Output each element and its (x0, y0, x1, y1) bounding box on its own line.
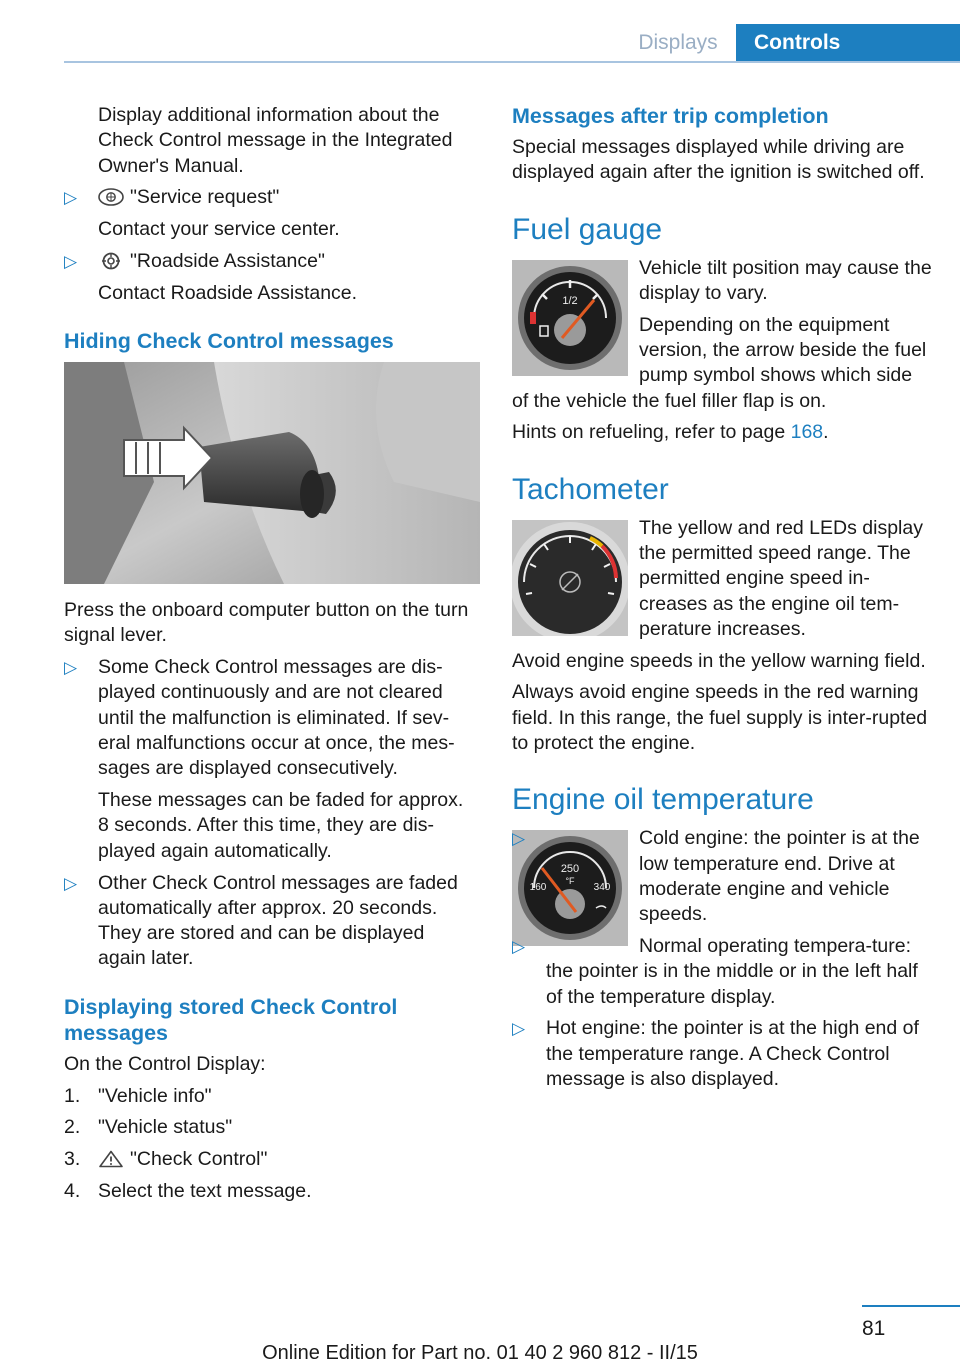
page-link-168[interactable]: 168 (790, 421, 824, 444)
step-number: 4. (64, 1179, 81, 1202)
service-label: "Service request" (130, 186, 280, 209)
bullet-marker-icon: ▷ (512, 1019, 526, 1039)
fuel-hint (512, 420, 932, 445)
trip-text: Special messages displayed while driving are displayed again after the ignition is switched off. (512, 136, 925, 184)
step-text: "Vehicle info" (98, 1084, 212, 1107)
step-text: "Vehicle status" (98, 1116, 233, 1139)
tacho-text-1: The yellow and red LEDs display the permitted speed range. The permitted engine speed in‐creases as the engine oil tem‐perature increases. (639, 516, 923, 640)
stored-heading: Displaying stored Check Control messages (64, 994, 398, 1045)
list-item-continuous (64, 655, 474, 864)
left-column (64, 103, 474, 1211)
list-item-cold (512, 826, 932, 927)
hot-text: Hot engine: the pointer is at the high end of the temperature range. A Check Control message is also displayed. (546, 1017, 919, 1091)
warning-triangle-icon (98, 1150, 124, 1168)
fuel-hint-suffix: . (823, 421, 829, 444)
step-item (64, 1084, 474, 1109)
bullet-marker-icon: ▷ (64, 188, 78, 208)
edition-footer: Online Edition for Part no. 01 40 2 960 812 - II/15 (262, 1342, 698, 1364)
oil-gauge-unit-label: °F (565, 876, 575, 887)
step-item (64, 1115, 474, 1140)
continuous-text: Some Check Control messages are dis‐played continuously and are not cleared until the malfunction is eliminated. If sev‐eral malfunctions occur at once, the mes‐sages are displayed consecutively. (98, 656, 455, 780)
faded-text: These messages can be faded for approx. 8 seconds. After this time, they are dis‐played again automatically. (98, 789, 464, 862)
step-number: 2. (64, 1116, 81, 1139)
hiding-text: Press the onboard computer button on the turn signal lever. (64, 599, 469, 647)
tacho-section (512, 516, 932, 649)
page-number: 81 (862, 1317, 886, 1340)
footer-rule (862, 1305, 960, 1307)
hiding-heading: Hiding Check Control messages (64, 329, 394, 354)
bullet-marker-icon: ▷ (512, 937, 526, 957)
fuel-section (512, 256, 932, 421)
oil-gauge-mid-label: 250 (560, 863, 580, 876)
step-number: 1. (64, 1084, 81, 1107)
step-item (64, 1179, 474, 1204)
tacho-heading: Tachometer (512, 472, 669, 506)
tachometer-illustration (512, 520, 628, 636)
bullet-marker-icon: ▷ (64, 251, 78, 271)
bmw-service-icon (98, 188, 124, 206)
oil-gauge-low-label: 160 (529, 882, 547, 894)
roadside-line (98, 249, 474, 274)
list-item-hot (512, 1016, 932, 1092)
header-rule (64, 61, 960, 63)
tacho-text-2: Avoid engine speeds in the yellow warning field. (512, 649, 926, 672)
tacho-text-3: Always avoid engine speeds in the red warning field. In this range, the fuel supply is inter‐rupted to protect the engine. (512, 681, 928, 755)
service-line (98, 185, 474, 210)
roadside-text: Contact Roadside Assistance. (98, 281, 358, 304)
list-item-normal (512, 934, 932, 1010)
normal-text: Normal operating tempera‐ture: the pointer is in the middle or in the left half of the temperature display. (546, 935, 918, 1008)
roadside-assistance-icon (98, 252, 124, 270)
header-tab-controls: Controls (736, 24, 960, 61)
bullet-marker-icon: ▷ (64, 658, 78, 678)
right-column (512, 103, 932, 1099)
fuel-gauge-illustration (512, 260, 628, 376)
service-text: Contact your service center. (98, 218, 340, 241)
oil-heading: Engine oil temperature (512, 783, 814, 817)
oil-gauge-high-label: 340 (593, 882, 611, 894)
fuel-heading: Fuel gauge (512, 212, 663, 246)
step-line (98, 1147, 474, 1172)
step-item (64, 1147, 474, 1172)
intro-text: Display additional information about the Check Control message in the Integrated Owner's Manual. (98, 104, 453, 177)
turn-signal-lever-illustration (64, 362, 480, 584)
oil-section (512, 826, 932, 1016)
step-text: "Check Control" (130, 1148, 268, 1171)
list-item-service (64, 185, 474, 242)
list-item-auto-faded (64, 871, 474, 972)
fuel-text-2: Depending on the equipment version, the arrow beside the fuel pump symbol shows which side of the vehicle the fuel filler flap is on. (512, 313, 927, 412)
auto-faded-text: Other Check Control messages are faded automatically after approx. 20 seconds. They are stored and can be displayed again later. (98, 871, 458, 970)
fuel-hint-prefix: Hints on refueling, refer to page (512, 421, 791, 444)
fuel-text-1: Vehicle tilt position may cause the display to vary. (639, 256, 932, 304)
list-item-roadside (64, 249, 474, 306)
trip-heading: Messages after trip completion (512, 104, 829, 128)
bullet-marker-icon: ▷ (64, 873, 78, 893)
roadside-label: "Roadside Assistance" (130, 249, 325, 272)
step-number: 3. (64, 1148, 81, 1171)
fuel-gauge-half-label: 1/2 (562, 294, 578, 307)
header-tab-displays: Displays (638, 31, 718, 54)
step-text: Select the text message. (98, 1179, 312, 1202)
cold-text: Cold engine: the pointer is at the low temperature end. Drive at moderate engine and vehicle speeds. (639, 827, 920, 926)
bullet-marker-icon: ▷ (512, 829, 526, 849)
stored-text: On the Control Display: (64, 1052, 266, 1075)
